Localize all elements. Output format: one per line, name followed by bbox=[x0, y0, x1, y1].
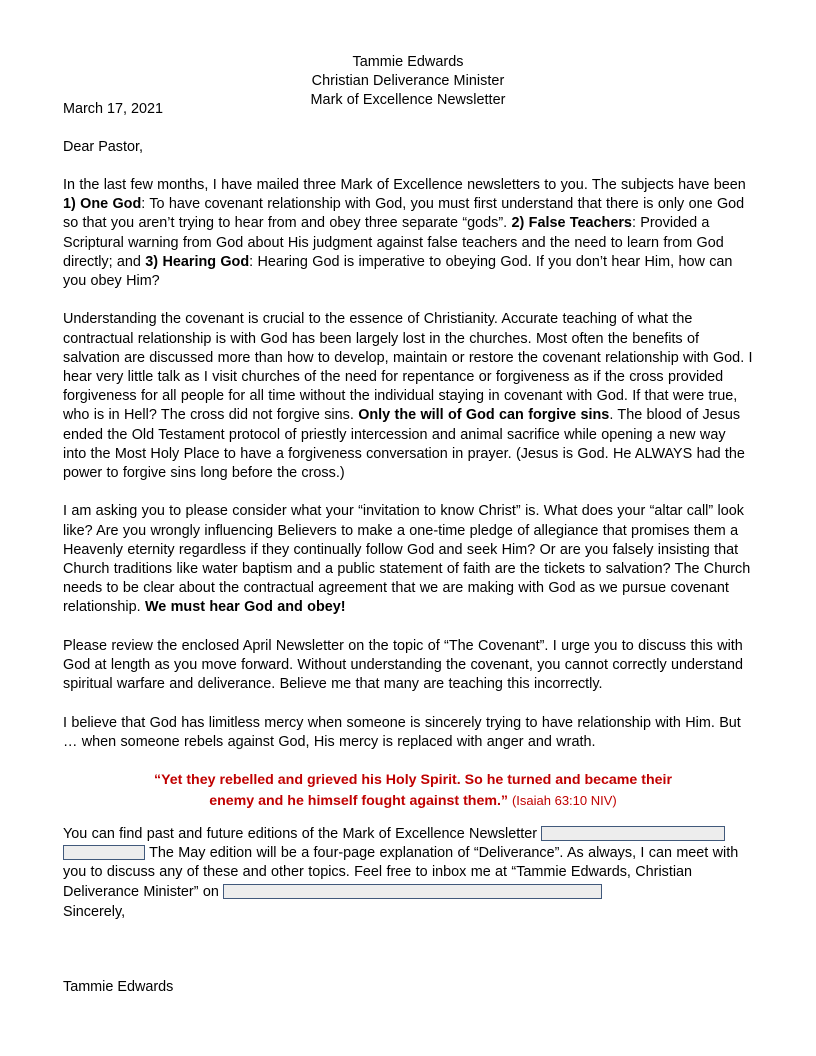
text-run: : To have covenant relationship with God, you must first understand that there is only one God so that you aren’t trying to hear from and obey three separate “gods”. bbox=[63, 196, 745, 232]
paragraph-enclosed-newsletter bbox=[63, 637, 753, 695]
letterhead-line-publication: Mark of Excellence Newsletter bbox=[310, 92, 506, 109]
paragraph-mercy-and-wrath bbox=[63, 714, 753, 752]
paragraph-covenant-teaching bbox=[63, 310, 753, 483]
paragraph-contact-info bbox=[63, 825, 753, 902]
paragraph-newsletter-recap bbox=[63, 176, 753, 291]
letter-date: March 17, 2021 bbox=[63, 101, 163, 117]
text-run: : Hearing God is imperative to obeying God. If you don’t hear Him, how can you obey Him? bbox=[63, 253, 733, 290]
redacted-box-newsletter-link bbox=[541, 826, 725, 841]
text-run: Understanding the covenant is crucial to the essence of Christianity. Accurate teaching of what the contractual relationship is with God has been largely lost in the churches. Most often the benefits of salvation are discussed more than how to develop, maintain or restore the covenant relationship with God. I hear very little talk as I visit churches of the need for repentance or forgiveness as if the cross provided forgiveness for all people for all time without the individual staying in covenant with God. If that were true, who is in Hell? The cross did not forgive sins. bbox=[63, 311, 753, 424]
text-run: I believe that God has limitless mercy when someone is sincerely trying to have relationship with Him. But … when someone rebels against God, His mercy is replaced with anger and wrath. bbox=[63, 714, 741, 750]
letterhead bbox=[63, 53, 753, 111]
bold-run-false-teachers: 2) False Teachers bbox=[511, 215, 632, 232]
redacted-box-social-handle bbox=[223, 884, 602, 899]
text-run: Please review the enclosed April Newsletter on the topic of “The Covenant”. I urge you to discuss this with God at length as you move forward. Without understanding the covenant, you cannot correctly understand spiritual warfare and deliverance. Believe me that many are teaching this incorrectly. bbox=[63, 637, 744, 693]
scripture-citation: (Isaiah 63:10 NIV) bbox=[511, 792, 617, 808]
text-run: . The blood of Jesus ended the Old Testament protocol of priestly intercession and animal sacrifice while opening a new way into the Most Holy Place to have a forgiveness conversation in prayer. (Jesus is God. He ALWAYS had the power to forgive sins long before the cross.) bbox=[63, 407, 745, 482]
text-run: I am asking you to please consider what your “invitation to know Christ” is. What does your “altar call” look like? Are you wrongly influencing Believers to make a one-time pledge of allegiance that promises them a Heavenly eternity regardless if they continually follow God and seek Him? Or are you falsely insisting that Church traditions like water baptism and a public statement of faith are the tickets to salvation? The Church needs to be clear about the contractual agreement that we are making with God as we pursue covenant relationship. bbox=[63, 503, 751, 616]
text-run: In the last few months, I have mailed three Mark of Excellence newsletters to you. The subjects have been bbox=[63, 177, 746, 193]
letter-body bbox=[63, 176, 753, 902]
letter-salutation: Dear Pastor, bbox=[63, 139, 143, 155]
bold-run-hearing-god: 3) Hearing God bbox=[145, 253, 250, 270]
text-run: The May edition will be a four-page explanation of “Deliverance”. As always, I can meet with you to discuss any of these and other topics. Feel free to inbox me at “Tammie Edwards, Christian Deliverance Minister” on bbox=[63, 845, 739, 900]
bold-run-one-god: 1) One God bbox=[63, 196, 142, 213]
text-run: You can find past and future editions of the Mark of Excellence Newsletter bbox=[63, 826, 542, 843]
scripture-quote-text: “Yet they rebelled and grieved his Holy Spirit. So he turned and became their enemy and he himself fought against them.” bbox=[154, 772, 672, 809]
bold-run-will-of-god: Only the will of God can forgive sins bbox=[358, 407, 610, 424]
letter-closing: Sincerely, bbox=[63, 904, 126, 920]
letterhead-line-author: Tammie Edwards bbox=[352, 54, 464, 70]
letterhead-line-title: Christian Deliverance Minister bbox=[311, 73, 505, 90]
paragraph-invitation-altar-call bbox=[63, 502, 753, 617]
letter-signature-name: Tammie Edwards bbox=[63, 979, 174, 995]
bold-run-hear-god-and-obey: We must hear God and obey! bbox=[144, 599, 346, 616]
scripture-quote-block bbox=[63, 771, 753, 811]
text-run: : Provided a Scriptural warning from God about His judgment against false teachers and the need to learn from God directly; and bbox=[63, 215, 724, 270]
redacted-box-link-continuation bbox=[63, 845, 145, 860]
